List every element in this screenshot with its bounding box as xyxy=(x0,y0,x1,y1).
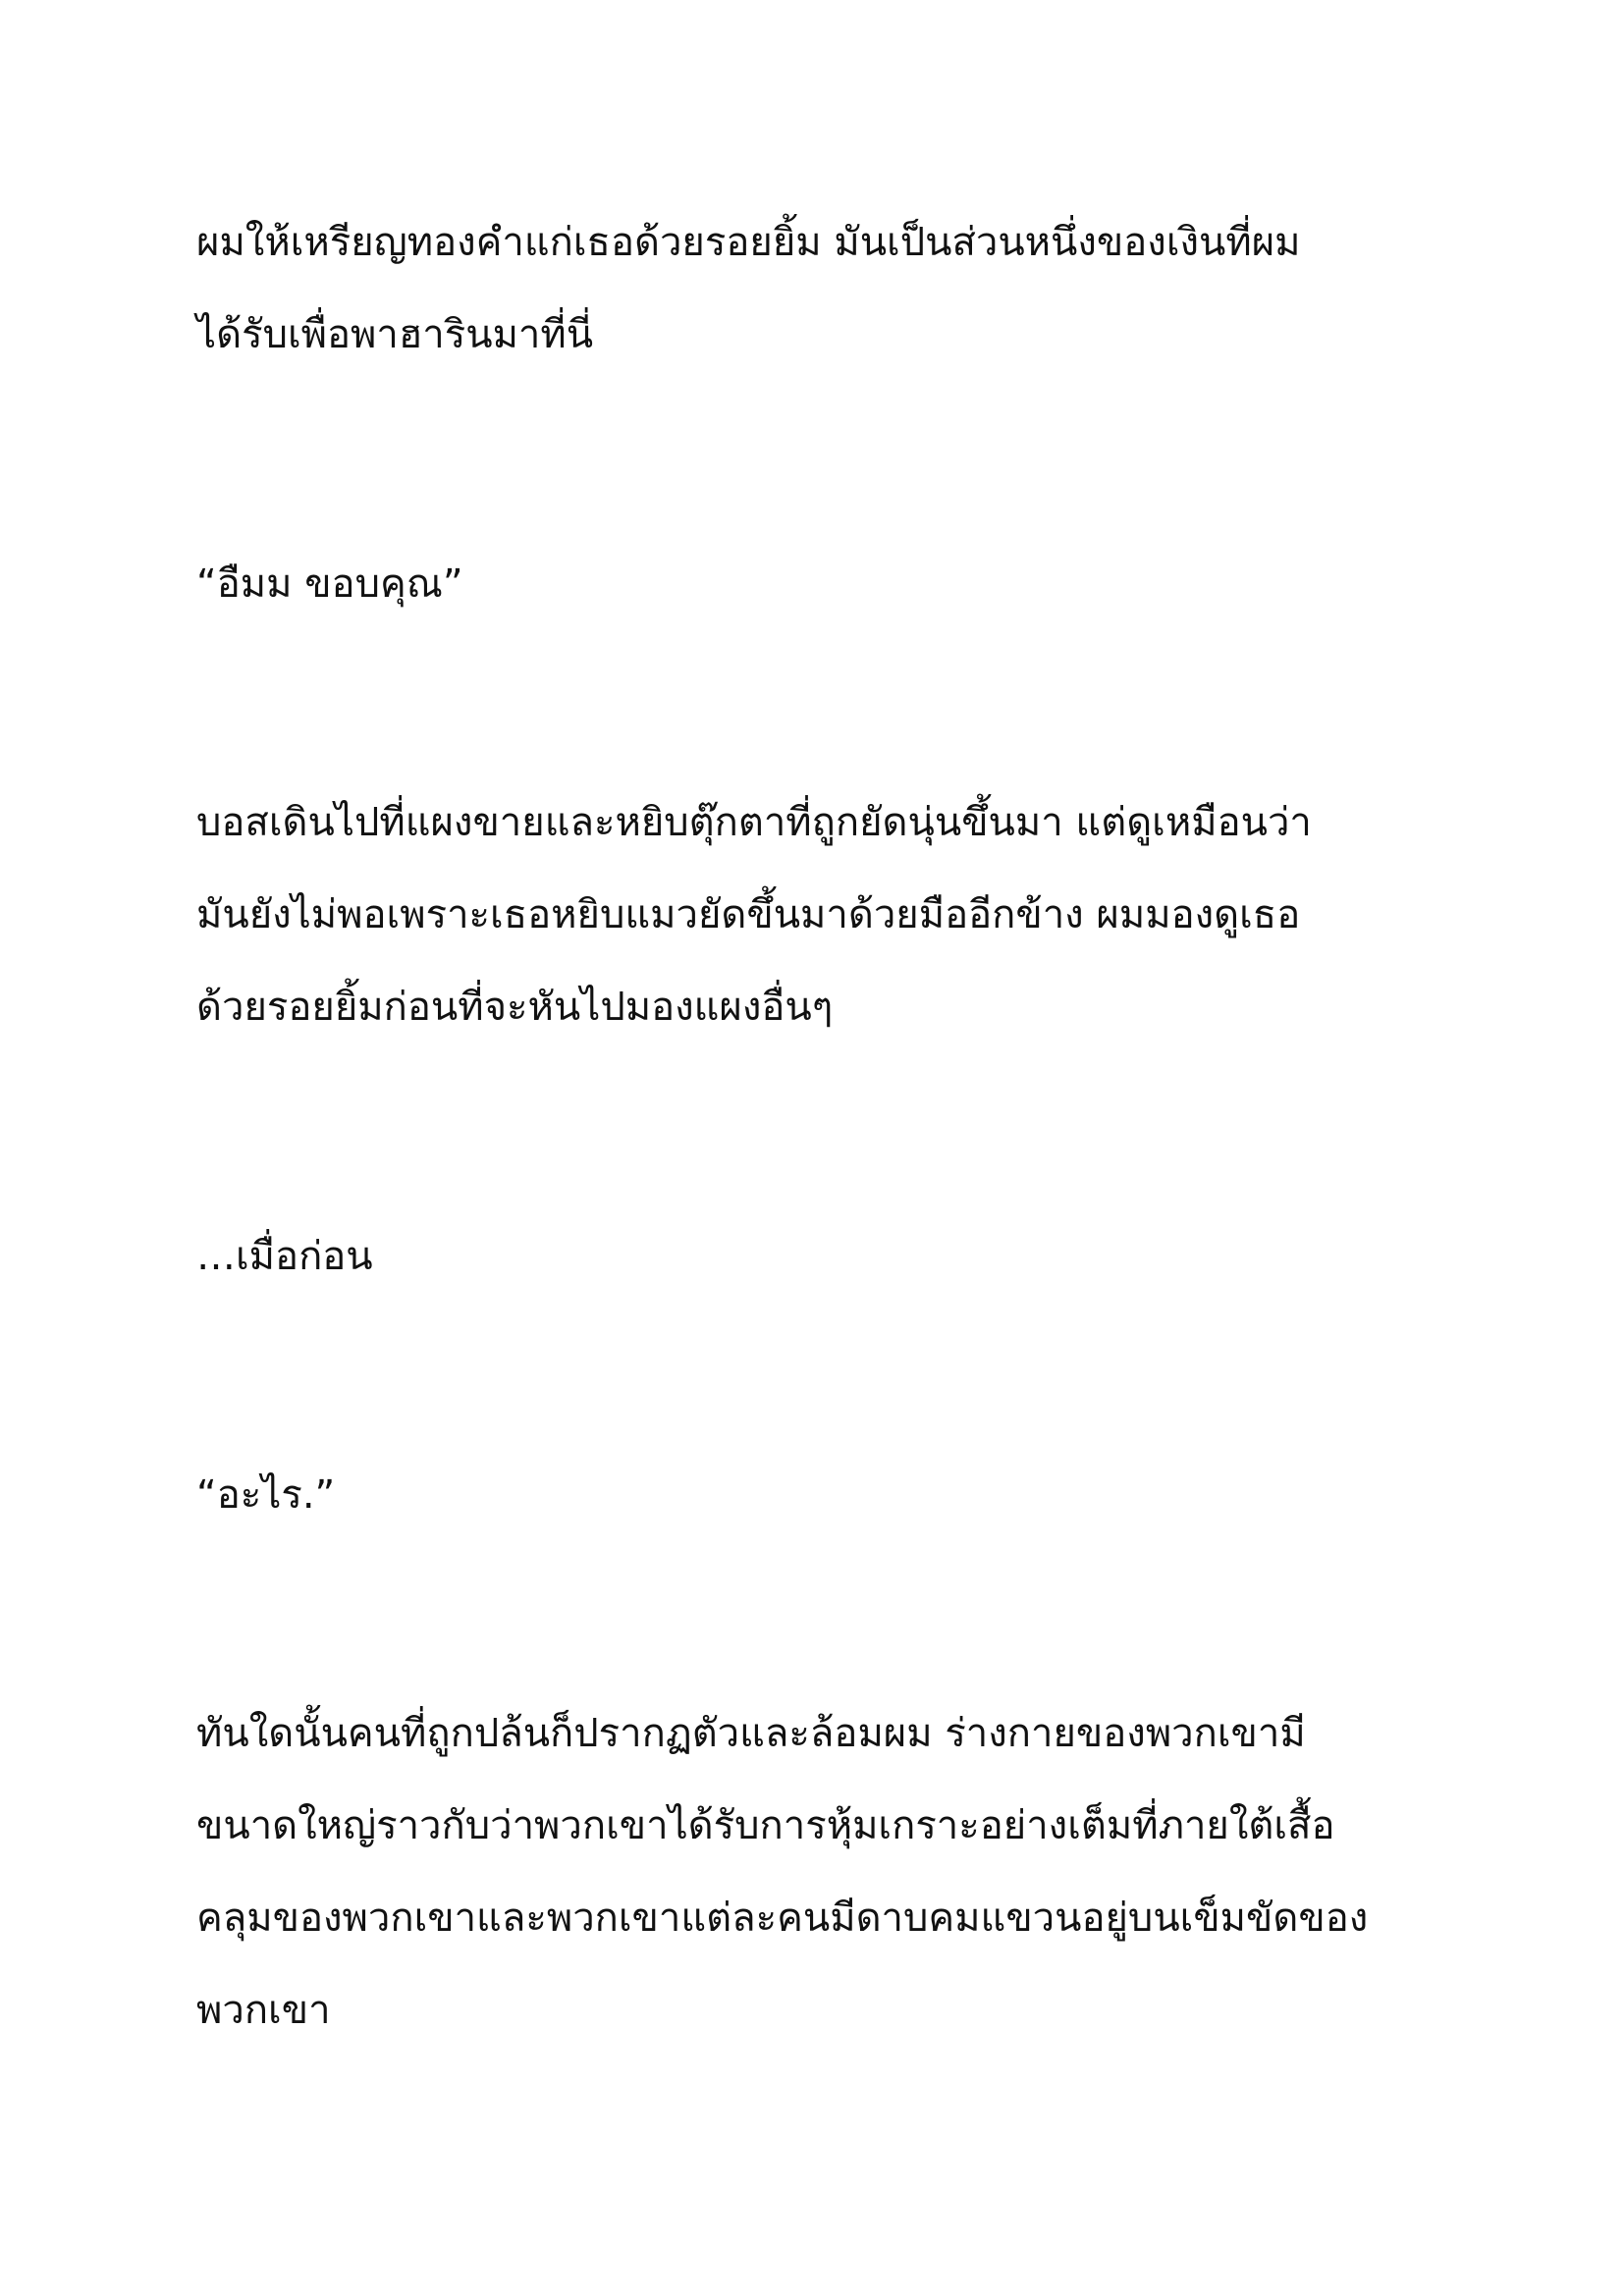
text-line: คลุมของพวกเขาและพวกเขาแต่ละคนมีดาบคมแขวนอยู่บนเข็มขัดของ xyxy=(196,1896,1369,1941)
text-line: “อะไร.” xyxy=(196,1472,336,1518)
paragraph-before xyxy=(196,1210,1473,1303)
text-line: มันยังไม่พอเพราะเธอหยิบแมวยัดขึ้นมาด้วยมืออีกข้าง ผมมองดูเธอ xyxy=(196,892,1301,937)
text-line: ด้วยรอยยิ้มก่อนที่จะหันไปมองแผงอื่นๆ xyxy=(196,985,834,1030)
paragraph-thanks-dialogue xyxy=(196,538,1473,630)
text-line: ทันใดนั้นคนที่ถูกปล้นก็ปรากฏตัวและล้อมผม ร่างกายของพวกเขามี xyxy=(196,1711,1306,1756)
text-line: ได้รับเพื่อพาฮารินมาที่นี่ xyxy=(196,312,594,357)
text-line: พวกเขา xyxy=(196,1988,331,2033)
text-line: ขนาดใหญ่ราวกับว่าพวกเขาได้รับการหุ้มเกราะอย่างเต็มที่ภายใต้เสื้อ xyxy=(196,1803,1335,1848)
paragraph-what-dialogue xyxy=(196,1449,1473,1541)
text-line: ผมให้เหรียญทองคำแก่เธอด้วยรอยยิ้ม มันเป็นส่วนหนึ่งของเงินที่ผม xyxy=(196,220,1301,265)
text-line: บอสเดินไปที่แผงขายและหยิบตุ๊กตาที่ถูกยัดนุ่นขึ้นมา แต่ดูเหมือนว่า xyxy=(196,800,1312,845)
text-line: …เมื่อก่อน xyxy=(196,1234,373,1279)
paragraph-surrounded xyxy=(196,1687,1473,2056)
text-line: “อืมม ขอบคุณ” xyxy=(196,561,463,607)
paragraph-coin-gift xyxy=(196,196,1473,381)
paragraph-boss-stall xyxy=(196,776,1473,1053)
